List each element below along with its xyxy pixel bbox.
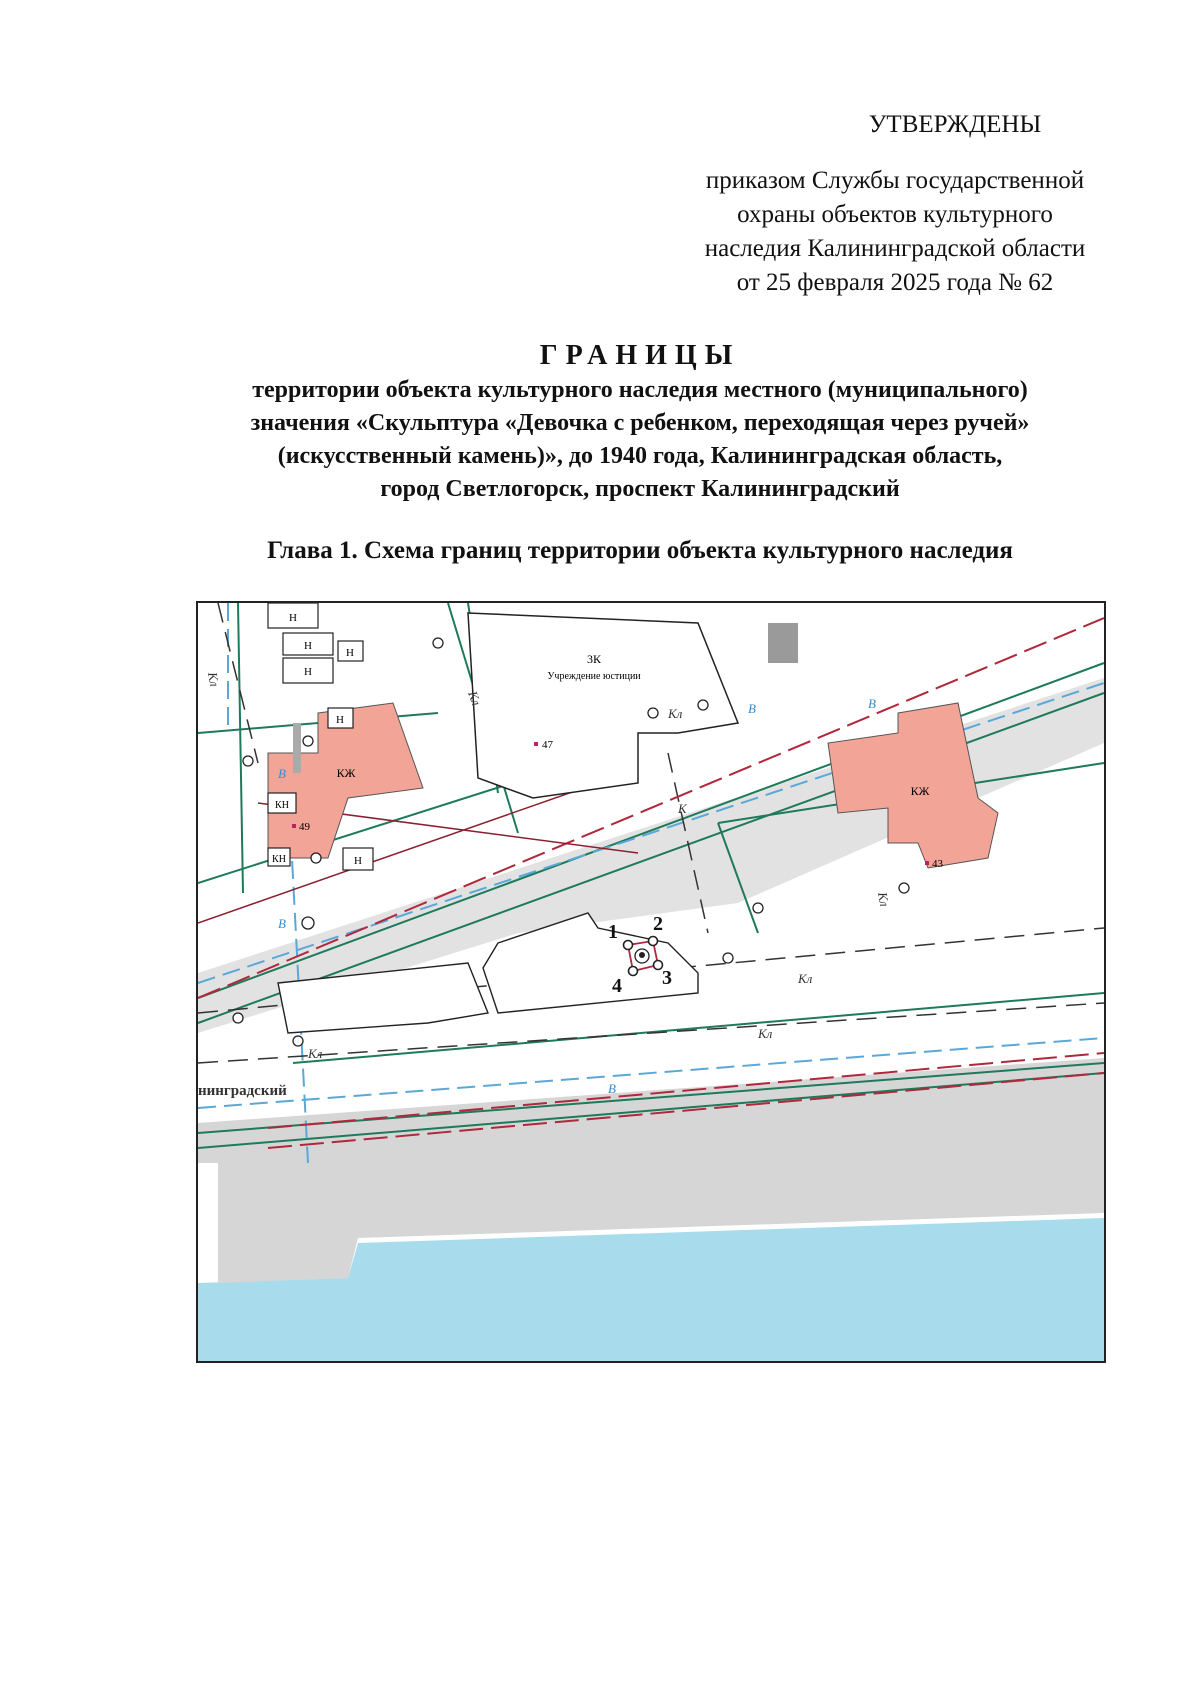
approval-heading: УТВЕРЖДЕНЫ	[868, 111, 1042, 138]
utility-label: Кл	[758, 1026, 773, 1041]
title-line: территории объекта культурного наследия местного (муниципального)	[252, 377, 1028, 403]
approval-block	[660, 108, 1130, 300]
approval-line: наследия Калининградской области	[704, 235, 1086, 262]
utility-label: В	[748, 701, 756, 716]
building-number-marker	[292, 824, 296, 828]
approval-line: от 25 февраля 2025 года № 62	[736, 269, 1054, 296]
outbuilding-label: КН	[275, 800, 289, 811]
garage-block	[768, 623, 798, 663]
title-heading: ГРАНИЦЫ	[539, 340, 741, 371]
boundary-map	[196, 601, 1106, 1363]
utility-label: В	[278, 916, 286, 931]
building-number-marker	[534, 742, 538, 746]
point-label-1: 1	[608, 921, 618, 943]
outbuilding-label: Н	[289, 612, 297, 624]
path-block	[293, 723, 301, 773]
outbuilding-label: Н	[346, 647, 354, 659]
map-svg	[198, 603, 1104, 1361]
street-label: нинградский	[198, 1083, 287, 1099]
outbuilding-label: КН	[272, 854, 286, 865]
building-kzh-left-label: КЖ	[336, 766, 356, 780]
point-label-4: 4	[612, 975, 622, 997]
utility-label: В	[278, 766, 286, 781]
utility-label: К	[678, 801, 687, 816]
building-justice-number: 47	[542, 739, 553, 751]
utility-label: Кл	[798, 971, 813, 986]
building-justice-name: Учреждение юстиции	[547, 671, 641, 682]
approval-line: охраны объектов культурного	[737, 201, 1053, 228]
title-line: значения «Скульптура «Девочка с ребенком, переходящая через ручей»	[250, 410, 1030, 436]
utility-label: Кл	[465, 688, 485, 708]
utility-label: В	[868, 696, 876, 711]
point-label-3: 3	[662, 967, 672, 989]
point-label-2: 2	[653, 913, 663, 935]
monument-center	[639, 952, 645, 958]
utility-label: Кл	[875, 890, 893, 908]
chapter-heading: Глава 1. Схема границ территории объекта культурного наследия	[267, 537, 1013, 564]
utility-label: В	[608, 1081, 616, 1096]
outbuilding-label: Н	[304, 640, 312, 652]
approval-line: приказом Службы государственной	[705, 167, 1085, 194]
utility-label: Кл	[308, 1046, 323, 1061]
outbuilding-label: Н	[354, 855, 362, 867]
title-line: (искусственный камень)», до 1940 года, Калининградская область,	[277, 443, 1003, 469]
utility-label: Кл	[205, 670, 223, 688]
building-justice-label: 3К	[586, 652, 602, 666]
building-number-marker	[925, 861, 929, 865]
utility-label: Кл	[668, 706, 683, 721]
title-line: город Светлогорск, проспект Калининградский	[380, 476, 900, 502]
building-kzh-right-number: 43	[932, 858, 943, 870]
building-kzh-left-number: 49	[299, 821, 310, 833]
outbuilding-label: Н	[304, 666, 312, 678]
building-kzh-right-label: КЖ	[910, 784, 930, 798]
document-title	[150, 338, 1130, 506]
outbuilding-label: Н	[336, 714, 344, 726]
